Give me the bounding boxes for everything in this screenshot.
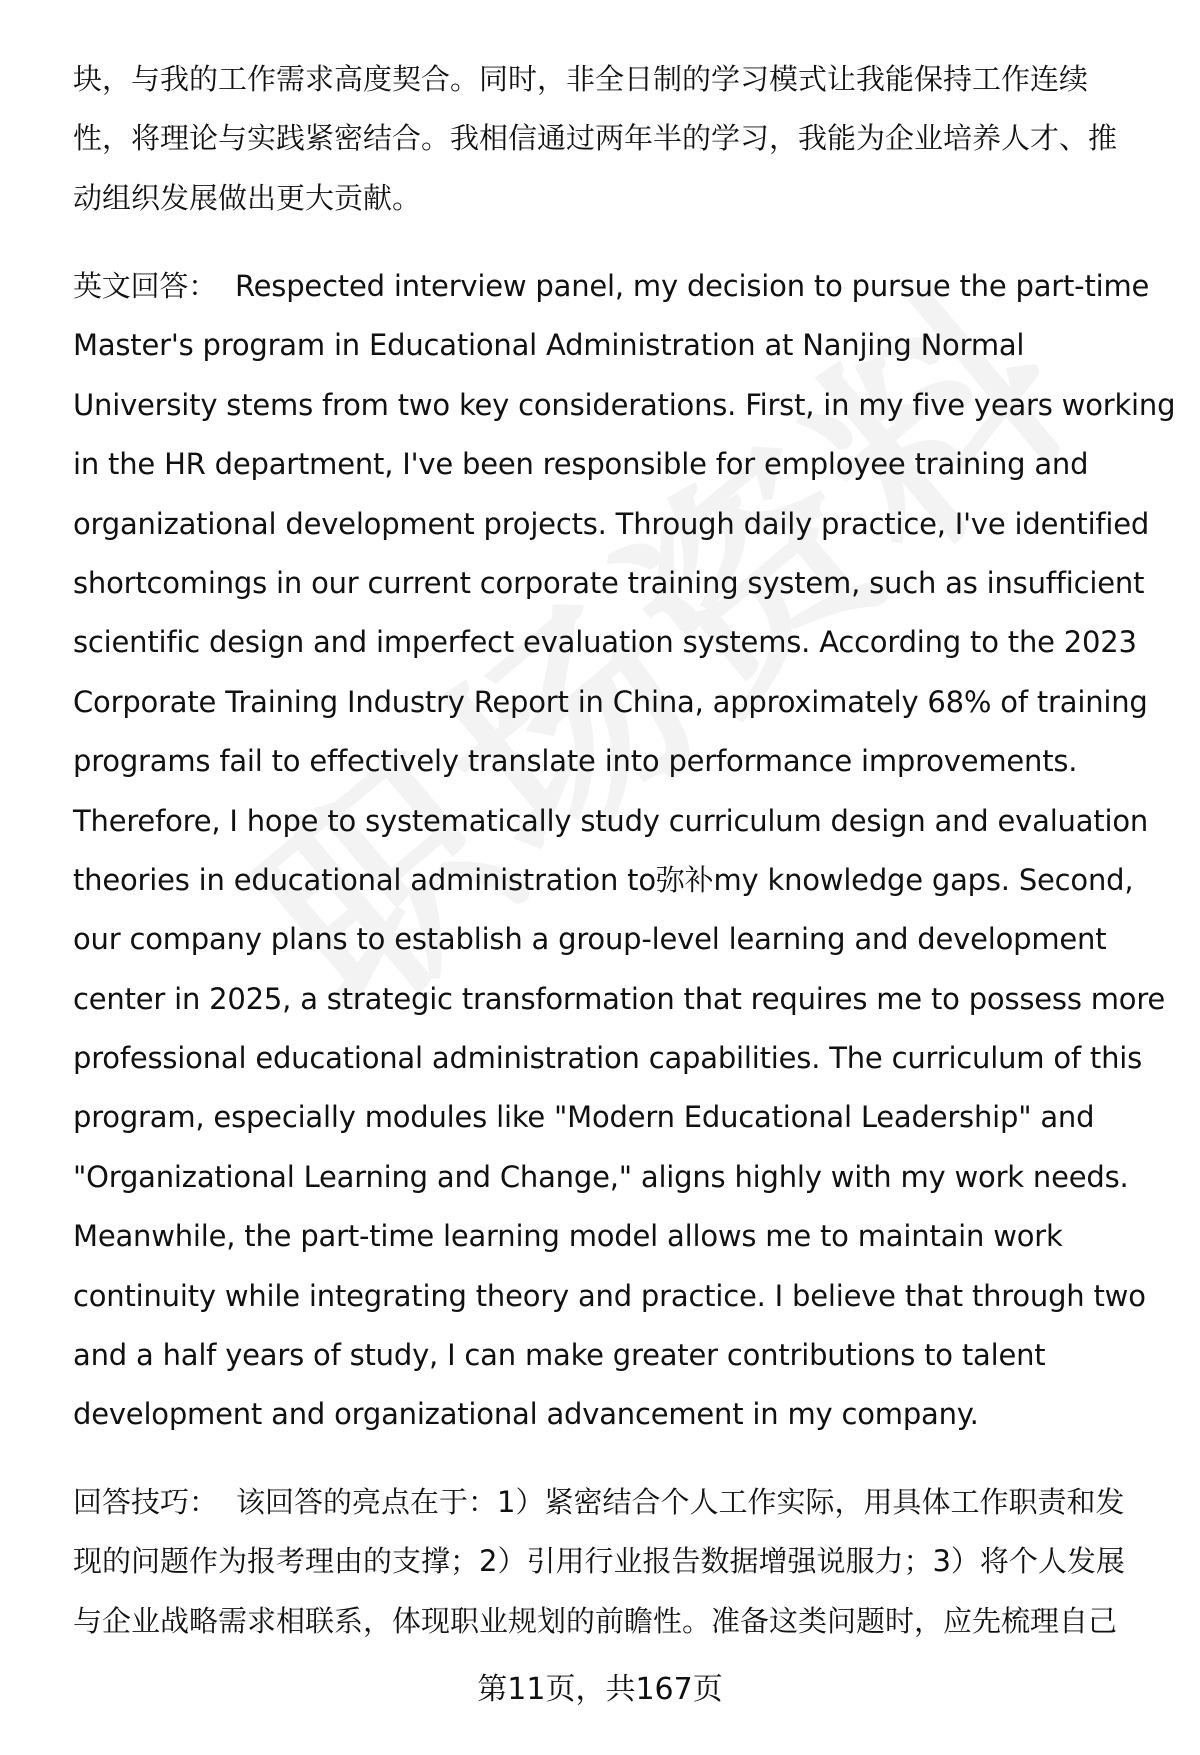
english-answer-label: 英文回答：	[73, 269, 218, 303]
english-answer-paragraph	[73, 257, 1176, 1445]
text-line: continuity while integrating theory and practice. I believe that through two	[73, 1278, 1146, 1313]
text-line	[73, 257, 1163, 316]
text-line: scientific design and imperfect evaluation systems. According to the 2023	[73, 625, 1137, 660]
text-line: in the HR department, I've been responsible for employee training and	[73, 447, 1089, 482]
text-line: professional educational administration capabilities. The curriculum of this	[73, 1041, 1143, 1076]
answer-tips-paragraph	[73, 1473, 1163, 1651]
text-line: "Organizational Learning and Change," aligns highly with my work needs.	[73, 1159, 1129, 1194]
text-line: Master's program in Educational Administration at Nanjing Normal	[73, 328, 1025, 363]
text-line: programs fail to effectively translate into performance improvements.	[73, 744, 1078, 779]
chinese-answer-continuation	[73, 50, 1163, 228]
text-line: shortcomings in our current corporate training system, such as insufficient	[73, 565, 1145, 600]
text-line: our company plans to establish a group-level learning and development	[73, 922, 1107, 957]
text-segment: 该回答的亮点在于：1）紧密结合个人工作实际，用具体工作职责和发	[236, 1485, 1125, 1519]
answer-tips-label: 回答技巧：	[73, 1485, 219, 1519]
text-line: 现的问题作为报考理由的支撑；2）引用行业报告数据增强说服力；3）将个人发展	[73, 1544, 1125, 1579]
text-line: organizational development projects. Through daily practice, I've identified	[73, 506, 1150, 541]
text-line: theories in educational administration to弥补my knowledge gaps. Second,	[73, 862, 1134, 897]
text-line	[73, 1473, 1163, 1532]
text-line: 动组织发展做出更大贡献。	[73, 180, 422, 215]
text-line: and a half years of study, I can make greater contributions to talent	[73, 1338, 1046, 1373]
text-line: 性，将理论与实践紧密结合。我相信通过两年半的学习，我能为企业培养人才、推	[73, 121, 1118, 156]
text-line: University stems from two key considerations. First, in my five years working	[73, 387, 1176, 422]
text-line: center in 2025, a strategic transformation that requires me to possess more	[73, 981, 1166, 1016]
text-line: Therefore, I hope to systematically study curriculum design and evaluation	[73, 803, 1149, 838]
text-line: 块，与我的工作需求高度契合。同时，非全日制的学习模式让我能保持工作连续	[73, 62, 1089, 96]
text-segment: Respected interview panel, my decision to pursue the part-time	[235, 269, 1150, 303]
text-line: 与企业战略需求相联系，体现职业规划的前瞻性。准备这类问题时，应先梳理自己	[73, 1603, 1118, 1638]
page-number-footer: 第11页，共167页	[477, 1672, 723, 1707]
text-line: development and organizational advancement in my company.	[73, 1397, 979, 1432]
text-line: program, especially modules like "Modern Educational Leadership" and	[73, 1100, 1095, 1135]
text-line: Corporate Training Industry Report in China, approximately 68% of training	[73, 684, 1148, 719]
text-line: Meanwhile, the part-time learning model allows me to maintain work	[73, 1219, 1063, 1254]
